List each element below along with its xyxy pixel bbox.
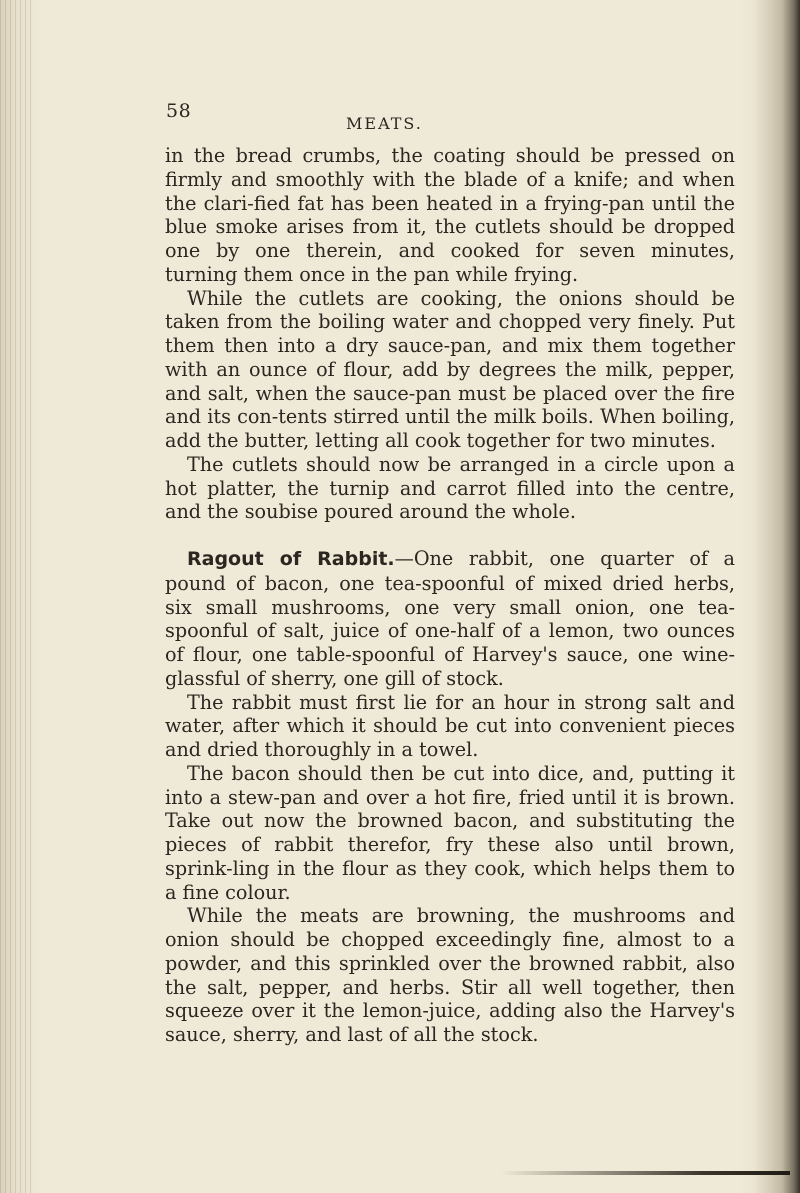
page-edge-bottom (500, 1171, 790, 1175)
recipe-heading: Ragout of Rabbit. (187, 548, 395, 570)
body-text (165, 144, 735, 1047)
paragraph: in the bread crumbs, the coating should be pressed on firmly and smoothly with the blade of a knife; and when the clari-fied fat has been heated in a frying-pan until the blue smoke arises from it, the cutlets should be dropped one by one therein, and cooked for seven minutes, turning them once in the pan while frying. (165, 144, 735, 286)
paragraph: The rabbit must first lie for an hour in strong salt and water, after which it should be cut into convenient pieces and dried thoroughly in a towel. (165, 690, 735, 761)
page-gutter-left (0, 0, 34, 1193)
paragraph: While the meats are browning, the mushrooms and onion should be chopped exceedingly fine, almost to a powder, and this sprinkled over the browned rabbit, also the salt, pepper, and herbs. Stir all well together, then squeeze over it the lemon-juice, adding also the Harvey's sauce, sherry, and last of all the stock. (165, 904, 735, 1046)
paragraph: The cutlets should now be arranged in a circle upon a hot platter, the turnip and carrot filled into the centre, and the soubise poured around the whole. (165, 452, 735, 524)
recipe-paragraph (165, 547, 735, 691)
running-head: MEATS. (346, 114, 423, 133)
paragraph: While the cutlets are cooking, the onions should be taken from the boiling water and chopped very finely. Put them then into a dry sauce-pan, and mix them together with an ounce of flour, add by degrees the milk, pepper, and salt, when the sauce-pan must be placed over the fire and its con-tents stirred until the milk boils. When boiling, add the butter, letting all cook together for two minutes. (165, 286, 735, 452)
ingredients-text: —One rabbit, one quarter of a pound of bacon, one tea-spoonful of mixed dried herbs, six small mushrooms, one very small onion, one tea-spoonful of salt, juice of one-half of a lemon, two ounces of flour, one table-spoonful of Harvey's sauce, one wine-glassful of sherry, one gill of stock. (165, 547, 735, 690)
page-edge-right (754, 0, 800, 1193)
paragraph: The bacon should then be cut into dice, and, putting it into a stew-pan and over a hot fire, fried until it is brown. Take out now the browned bacon, and substituting the pieces of rabbit therefor, fry these also until brown, sprink-ling in the flour as they cook, which helps them to a fine colour. (165, 761, 735, 904)
page-number: 58 (166, 100, 192, 122)
